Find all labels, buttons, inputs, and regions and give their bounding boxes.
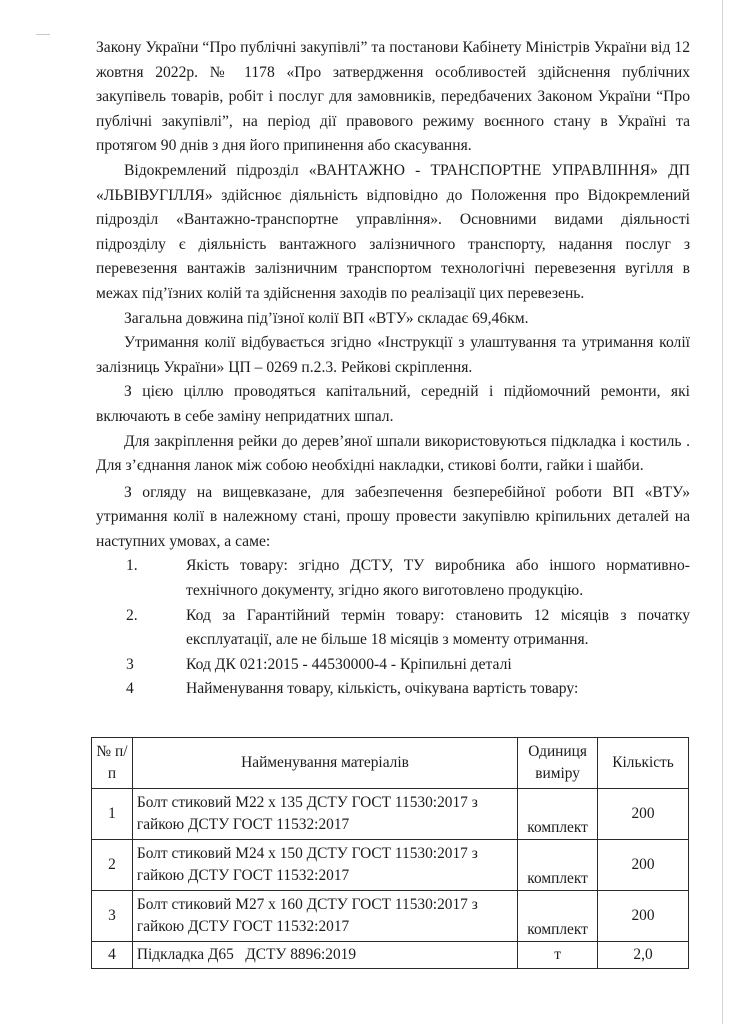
cell-unit: комплект (518, 840, 598, 891)
cell-unit: т (518, 942, 598, 969)
document-body (96, 36, 690, 702)
list-item-number: 2. (126, 606, 138, 624)
cell-number: 4 (92, 942, 133, 969)
cell-quantity: 200 (598, 789, 689, 840)
list-item-text: Код ДК 021:2015 - 44530000-4 - Кріпильні деталі (186, 655, 512, 673)
table-row (92, 789, 689, 840)
cell-name: Болт стиковий М24 х 150 ДСТУ ГОСТ 11530:2017 з гайкою ДСТУ ГОСТ 11532:2017 (132, 840, 517, 891)
scan-edge (722, 0, 723, 1024)
table-row (92, 942, 689, 969)
cell-unit: комплект (518, 789, 598, 840)
header-name: Найменування матеріалів (132, 738, 517, 789)
table-row (92, 891, 689, 942)
table-header-row (92, 738, 689, 789)
cell-quantity: 200 (598, 891, 689, 942)
cell-name: Підкладка Д65 ДСТУ 8896:2019 (132, 942, 517, 969)
cell-number: 2 (92, 840, 133, 891)
list-item-number: 3 (126, 655, 134, 673)
table-row (92, 840, 689, 891)
paragraph-fastening: Для закріплення рейки до дерев’яної шпали використовуються підкладка і костиль . Для з’єднання ланок між собою необхідні накладки, стикові болти, гайки і шайби. (96, 432, 690, 475)
paragraph-repairs: З цією ціллю проводяться капітальний, середній і підйомочний ремонти, які включають в себе заміну непридатних шпал. (96, 383, 690, 425)
cell-number: 3 (92, 891, 133, 942)
paragraph-track-length: Загальна довжина під’їзної колії ВП «ВТУ» складає 69,46км. (124, 309, 529, 327)
paragraph-legal-basis: Закону України “Про публічні закупівлі” та постанови Кабінету Міністрів України від 12 жовтня 2022р. № 1178 «Про затвердження особливостей здійснення публічних закупівель товарів, робіт і послуг для замовників, передбачених Законом України “Про публічні закупівлі”, на період дії правового режиму воєнного стану в Україні та протягом 90 днів з дня його припинення або скасування. (96, 39, 690, 155)
list-item-text: Найменування товару, кількість, очікувана вартість товару: (186, 680, 579, 698)
list-item-text: Код за Гарантійний термін товару: становить 12 місяців з початку експлуатації, але не більше 18 місяців з моменту отримання. (186, 606, 690, 649)
cell-quantity: 2,0 (598, 942, 689, 969)
cell-quantity: 200 (598, 840, 689, 891)
list-item (96, 604, 690, 653)
paragraph-unit-description: Відокремлений підрозділ «ВАНТАЖНО - ТРАНСПОРТНЕ УПРАВЛІННЯ» ДП «ЛЬВІВУГІЛЛЯ» здійснює діяльність відповідно до Положення про Відокремлений підрозділ «Вантажно-транспортне управління». Основними видами діяльності підрозділу є діяльність вантажного залізничного транспорту, надання послуг з перевезення вантажів залізничним транспортом технологічні перевезення вугілля в межах під’їзних колій та здійснення заходів по реалізації цих перевезень. (96, 161, 690, 302)
materials-table (91, 737, 689, 969)
cell-unit: комплект (518, 891, 598, 942)
list-item-text: Якість товару: згідно ДСТУ, ТУ виробника або іншого нормативно-технічного документу, згідно якого виготовлено продукцію. (186, 557, 690, 600)
header-unit: Одиниця виміру (518, 738, 598, 789)
list-item (96, 554, 690, 603)
list-item (96, 677, 690, 702)
list-item (96, 653, 690, 678)
scan-mark (36, 34, 50, 35)
cell-number: 1 (92, 789, 133, 840)
cell-name: Болт стиковий М27 х 160 ДСТУ ГОСТ 11530:2017 з гайкою ДСТУ ГОСТ 11532:2017 (132, 891, 517, 942)
paragraph-maintenance: Утримання колії відбувається згідно «Інструкції з улаштування та утримання колії залізниць України» ЦП – 0269 п.2.3. Рейкові скріплення. (96, 334, 690, 376)
header-number: № п/п (92, 738, 133, 789)
cell-name: Болт стиковий М22 х 135 ДСТУ ГОСТ 11530:2017 з гайкою ДСТУ ГОСТ 11532:2017 (132, 789, 517, 840)
list-item-number: 4 (126, 680, 134, 698)
list-item-number: 1. (126, 557, 138, 575)
header-quantity: Кількість (598, 738, 689, 789)
paragraph-request: З огляду на вищевказане, для забезпечення безперебійної роботи ВП «ВТУ» утримання колії в належному стані, прошу провести закупівлю кріпильних деталей на наступних умовах, а саме: (96, 483, 690, 550)
